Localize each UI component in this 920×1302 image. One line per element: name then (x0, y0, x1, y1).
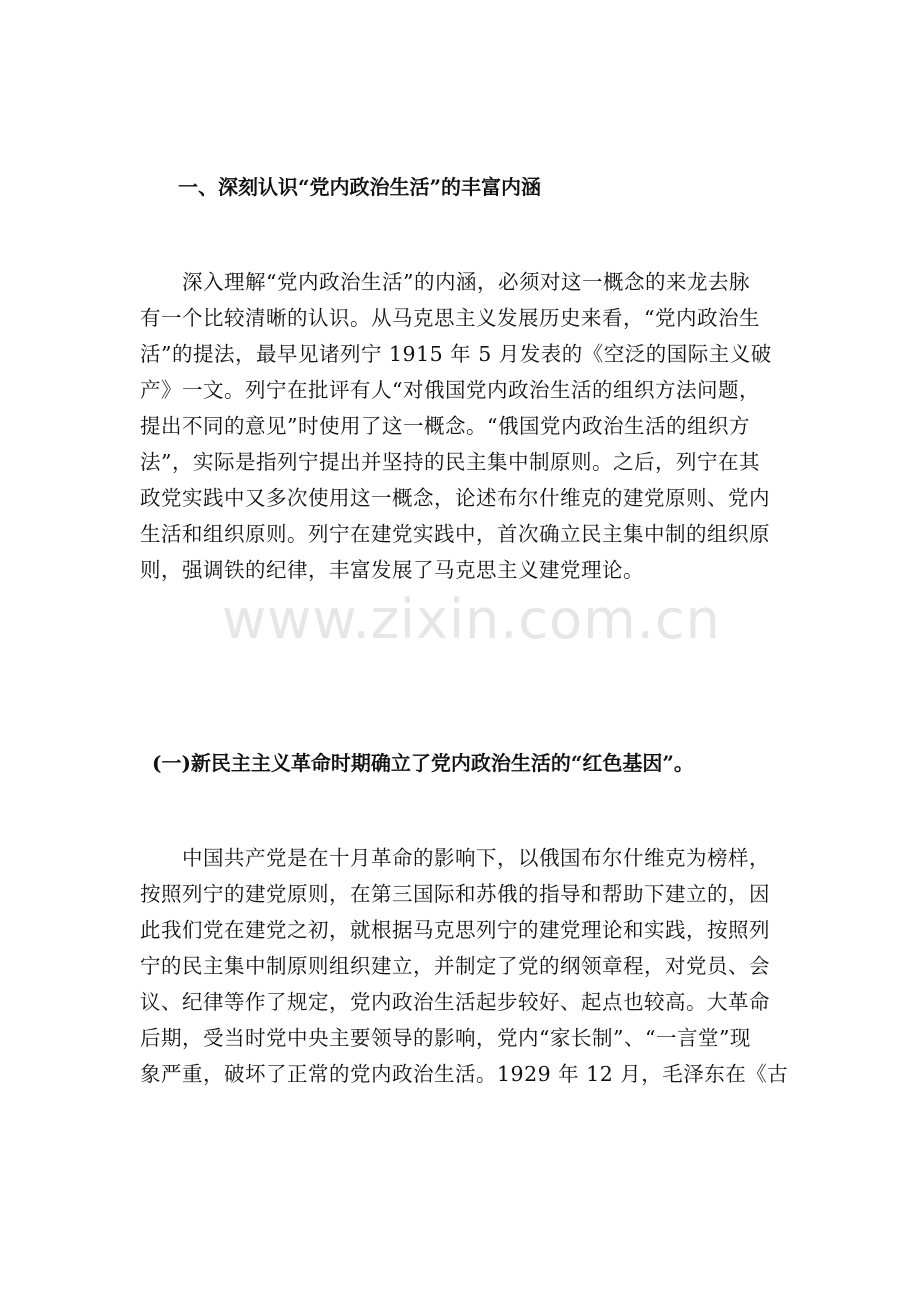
paragraph-line: 则，强调铁的纪律，丰富发展了马克思主义建党理论。 (140, 558, 644, 582)
paragraph-line: 此我们党在建党之初，就根据马克思列宁的建党理论和实践，按照列 (140, 918, 770, 942)
section-heading-2: (一)新民主主义革命时期确立了党内政治生活的“红色基因”。 (152, 751, 694, 775)
paragraph-line: 议、纪律等作了规定，党内政治生活起步较好、起点也较高。大革命 (140, 990, 770, 1014)
paragraph-line: 中国共产党是在十月革命的影响下，以俄国布尔什维克为榜样， (182, 846, 770, 870)
watermark-text: www.zixin.com.cn (222, 588, 721, 651)
paragraph-line: 宁的民主集中制原则组织建立，并制定了党的纲领章程，对党员、会 (140, 954, 770, 978)
paragraph-line: 政党实践中又多次使用这一概念，论述布尔什维克的建党原则、党内 (140, 486, 770, 510)
paragraph-line: 按照列宁的建党原则，在第三国际和苏俄的指导和帮助下建立的，因 (140, 882, 770, 906)
section-heading-1: 一、深刻认识“党内政治生活”的丰富内涵 (178, 175, 542, 199)
paragraph-1 (140, 264, 790, 588)
paragraph-line: 有一个比较清晰的认识。从马克思主义发展历史来看，“党内政治生 (140, 306, 760, 330)
paragraph-line: 生活和组织原则。列宁在建党实践中，首次确立民主集中制的组织原 (140, 522, 770, 546)
paragraph-2 (140, 840, 790, 1092)
paragraph-line: 活”的提法，最早见诸列宁 1915 年 5 月发表的《空泛的国际主义破 (140, 342, 772, 366)
paragraph-line: 后期，受当时党中央主要领导的影响，党内“家长制”、“一言堂”现 (140, 1026, 751, 1050)
paragraph-line: 产》一文。列宁在批评有人“对俄国党内政治生活的组织方法问题， (140, 378, 760, 402)
paragraph-line: 提出不同的意见”时使用了这一概念。“俄国党内政治生活的组织方 (140, 414, 750, 438)
paragraph-line: 深入理解“党内政治生活”的内涵，必须对这一概念的来龙去脉 (182, 270, 750, 294)
paragraph-line: 象严重，破坏了正常的党内政治生活。1929 年 12 月，毛泽东在《古 (140, 1062, 789, 1086)
paragraph-line: 法”，实际是指列宁提出并坚持的民主集中制原则。之后，列宁在其 (140, 450, 760, 474)
